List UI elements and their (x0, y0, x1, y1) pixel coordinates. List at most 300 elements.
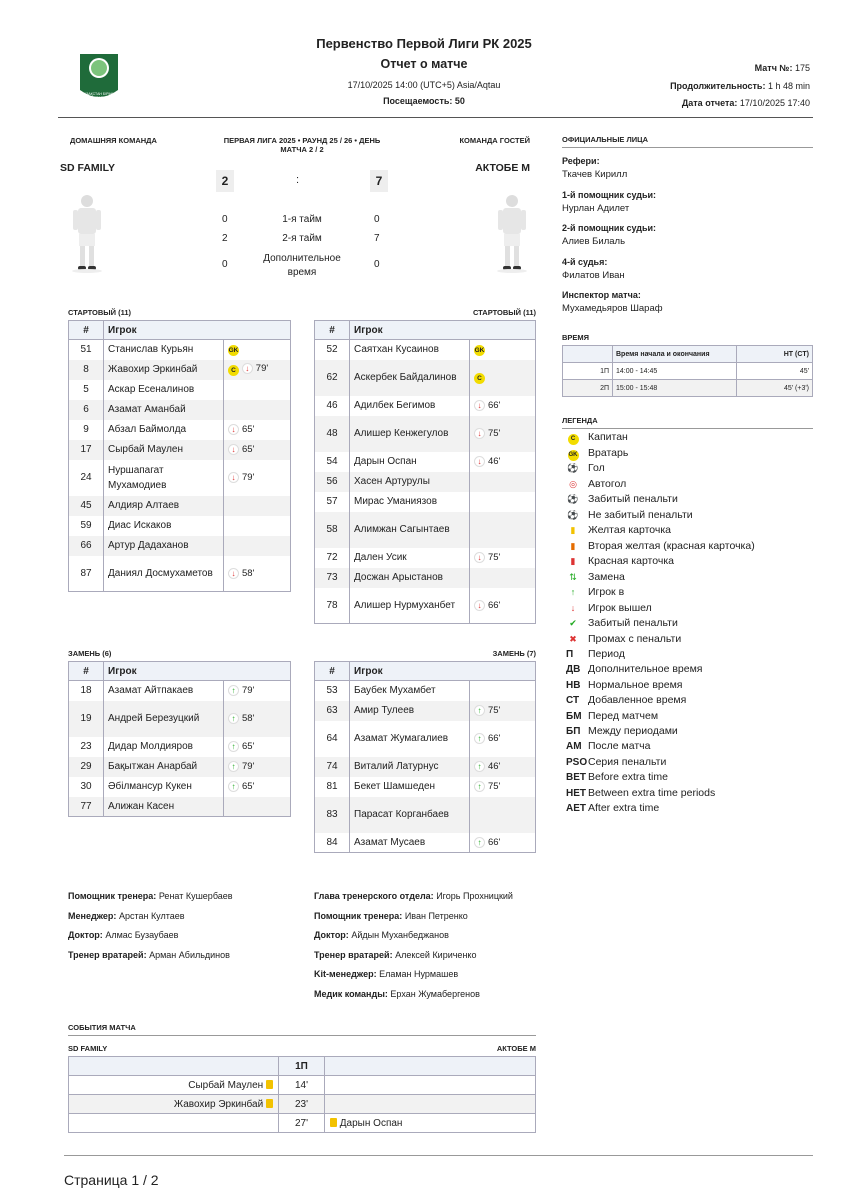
legend-title: ЛЕГЕНДА (562, 416, 598, 425)
staff-name: Иван Петренко (404, 910, 468, 921)
staff-name: Алмас Бузаубаев (105, 930, 179, 940)
player-name: Алишер Нурмуханбет (350, 588, 470, 624)
event-home-player: Сырбай Маулен (188, 1079, 264, 1091)
player-number: 9 (69, 420, 104, 440)
player-name: Амир Тулеев (350, 701, 470, 721)
events-title: СОБЫТИЯ МАТЧА (68, 1023, 136, 1032)
player-events (224, 380, 291, 400)
player-name: Хасен Артурулы (350, 472, 470, 492)
official-role: Инспектор матча: (562, 290, 641, 300)
legend-icon-wrap (566, 508, 580, 523)
sub-in-minute: 65' (242, 740, 255, 752)
player-number: 84 (315, 833, 350, 853)
player-number: 58 (315, 512, 350, 548)
player-events (224, 681, 291, 701)
player-in-icon: ↑ (474, 761, 485, 772)
player-in-icon: ↑ (474, 781, 485, 792)
legend-abbr: BET (566, 772, 586, 784)
player-events (470, 777, 536, 797)
official-name: Ткачев Кирилл (562, 169, 628, 180)
match-datetime: 17/10/2025 14:00 (UTC+5) Asia/Aqtau (347, 80, 501, 90)
player-events (470, 360, 536, 396)
player-row (315, 340, 536, 360)
legend-abbr: НВ (566, 679, 581, 691)
player-events (224, 536, 291, 556)
sub-in-minute: 46' (488, 760, 501, 772)
away-team-label: КОМАНДА ГОСТЕЙ (459, 136, 530, 145)
legend-item (566, 570, 625, 585)
staff-role: Тренер вратарей: (314, 949, 393, 960)
legend-icon-wrap (566, 570, 580, 585)
away-subs-label: ЗАМЕНЬ (7) (492, 649, 536, 658)
time-ht: 45' (+3') (737, 380, 813, 397)
sub-in-minute: 75' (488, 704, 501, 716)
sub-out-minute: 66' (488, 399, 501, 411)
legend-abbr-item (566, 662, 703, 677)
legend-item (566, 430, 628, 445)
player-row (69, 556, 291, 592)
staff-name: Алексей Кириченко (395, 949, 477, 960)
home-subs-table (68, 661, 291, 817)
legend-label: Не забитый пенальти (588, 508, 693, 521)
legend-label: Гол (588, 462, 605, 474)
player-number: 83 (315, 797, 350, 833)
player-events (470, 340, 536, 360)
player-number: 54 (315, 452, 350, 472)
player-name: Мирас Уманиязов (350, 492, 470, 512)
legend-icon-wrap (566, 461, 580, 476)
match-number-value: 175 (794, 63, 810, 73)
event-home-cell (69, 1095, 279, 1114)
cross-icon: ✖ (569, 633, 577, 644)
officials-list (562, 156, 663, 324)
report-subtitle: Отчет о матче (380, 57, 468, 71)
logo-text: ҚАЗАҚСТАН БІРІНШІ ЛИГАСЫ (81, 92, 117, 100)
missed-penalty-icon: ⚽ (567, 509, 579, 520)
check-icon: ✔ (569, 618, 577, 628)
player-events (224, 420, 291, 440)
report-date-value: 17/10/2025 17:40 (739, 98, 810, 108)
legend-abbr-label: Серия пенальти (588, 755, 667, 768)
staff-row (68, 950, 233, 970)
player-events (470, 568, 536, 588)
attendance-value: 50 (454, 96, 465, 106)
sub-out-minute: 66' (488, 599, 501, 611)
player-row (69, 797, 291, 817)
staff-row (68, 891, 233, 911)
official-item (562, 257, 663, 291)
player-number: 6 (69, 400, 104, 420)
staff-name: Арстан Култаев (118, 910, 185, 921)
player-out-icon: ↓ (228, 444, 239, 455)
player-name: Бақытжан Анарбай (104, 757, 224, 777)
legend-label: Желтая карточка (588, 524, 672, 536)
time-range: 14:00 - 14:45 (613, 363, 737, 380)
player-events (470, 588, 536, 624)
legend-label: Замена (588, 570, 625, 583)
sub-in-minute: 58' (242, 712, 255, 724)
player-row (315, 452, 536, 472)
player-number: 87 (69, 556, 104, 592)
home-team-name: SD FAMILY (60, 162, 116, 174)
official-name: Нурлан Адилет (562, 202, 630, 214)
staff-name: Ренат Кушербаев (158, 891, 233, 901)
staff-row (314, 930, 513, 950)
player-events (470, 396, 536, 416)
legend-abbr: БМ (566, 710, 582, 722)
event-away-player: Дарын Оспан (339, 1117, 403, 1129)
player-events (224, 360, 291, 380)
captain-icon: C (474, 373, 485, 384)
event-away-cell (325, 1095, 536, 1114)
events-home-header (69, 1057, 279, 1076)
legend-item (566, 601, 652, 616)
staff-role: Помощник тренера: (68, 891, 157, 901)
player-events (224, 737, 291, 757)
staff-row (68, 930, 233, 950)
player-in-icon: ↑ (474, 705, 485, 716)
player-in-icon: ↑ (228, 781, 239, 792)
legend-icon-wrap (566, 523, 580, 538)
legend-abbr-item (566, 724, 678, 739)
legend-abbr: ДВ (566, 664, 581, 676)
legend-abbr-label: Between extra time periods (588, 786, 716, 799)
attendance-label: Посещаемость: (383, 96, 453, 106)
period-home-score: 0 (222, 259, 228, 270)
legend-item (566, 508, 693, 523)
player-row (315, 757, 536, 777)
player-out-icon: ↓ (228, 568, 239, 579)
staff-row (314, 911, 513, 931)
away-staff (314, 891, 513, 1008)
player-row (315, 777, 536, 797)
staff-role: Тренер вратарей: (68, 949, 147, 960)
col-player-header: Игрок (104, 662, 291, 681)
player-row (69, 536, 291, 556)
legend-item (566, 477, 626, 492)
player-events (470, 701, 536, 721)
time-title: ВРЕМЯ (562, 333, 590, 342)
player-out-icon: ↓ (228, 472, 239, 483)
legend-abbr-item (566, 755, 666, 770)
player-name: Дидар Молдияров (104, 737, 224, 757)
player-row (315, 416, 536, 452)
sub-in-minute: 79' (242, 685, 255, 697)
event-away-cell (325, 1114, 536, 1133)
legend-label: Капитан (588, 431, 628, 443)
home-staff (68, 891, 233, 969)
player-events (224, 460, 291, 496)
legend-label: Игрок вышел (588, 601, 652, 614)
player-number: 23 (69, 737, 104, 757)
player-out-icon: ↓ (474, 400, 485, 411)
legend-abbr: HET (566, 787, 586, 799)
player-row (69, 340, 291, 360)
player-events (470, 721, 536, 757)
player-number: 30 (69, 777, 104, 797)
player-in-icon: ↑ (228, 741, 239, 752)
player-row (315, 721, 536, 757)
player-number: 56 (315, 472, 350, 492)
legend-icon-wrap (566, 616, 580, 631)
player-in-icon: ↑ (228, 713, 239, 724)
legend-icon-wrap (566, 539, 580, 554)
player-number: 74 (315, 757, 350, 777)
legend-abbr: СТ (566, 695, 580, 707)
staff-role: Доктор: (68, 930, 103, 940)
player-name: Нуршапагат Мухамодиев (104, 460, 224, 496)
time-col-range: Время начала и окончания (613, 346, 737, 363)
player-name: Алимжан Сагынтаев (350, 512, 470, 548)
player-events (470, 833, 536, 853)
player-row (69, 460, 291, 496)
staff-row (314, 950, 513, 970)
legend-abbr: П (566, 649, 574, 660)
header-divider (58, 117, 813, 118)
staff-row (314, 969, 513, 989)
legend-label: Вторая желтая (красная карточка) (588, 539, 755, 552)
player-events (224, 516, 291, 536)
player-name: Парасат Корганбаев (350, 797, 470, 833)
home-starting-table (68, 320, 291, 592)
period-home-score: 2 (222, 233, 228, 244)
time-period: 1П (563, 363, 613, 380)
player-row (69, 400, 291, 420)
player-out-icon: ↓ (474, 600, 485, 611)
player-name: Артур Дадаханов (104, 536, 224, 556)
event-row (69, 1076, 536, 1095)
legend-item (566, 446, 628, 461)
player-row (69, 380, 291, 400)
time-table (562, 345, 813, 397)
player-events (224, 556, 291, 592)
official-item (562, 223, 663, 257)
legend-abbr-item (566, 770, 668, 785)
own-goal-icon: ◎ (569, 478, 577, 489)
goalkeeper-icon: GK (228, 346, 239, 354)
player-row (315, 588, 536, 624)
legend-item (566, 554, 674, 569)
away-kit-icon (495, 192, 529, 274)
goalkeeper-icon: GK (474, 346, 485, 354)
home-starting-label: СТАРТОВЫЙ (11) (68, 308, 132, 317)
duration-label: Продолжительность: (670, 81, 766, 91)
events-away-header (325, 1057, 536, 1076)
player-out-icon: ↓ (242, 363, 253, 374)
legend-abbr: БП (566, 726, 581, 737)
player-row (315, 568, 536, 588)
period-label: Дополнительное время (263, 253, 341, 278)
player-row (69, 681, 291, 701)
yellow-card-icon: ▮ (570, 525, 576, 535)
player-number: 64 (315, 721, 350, 757)
legend-icon-wrap (566, 601, 580, 616)
player-row (315, 548, 536, 568)
legend-label: Промах с пенальти (588, 632, 682, 645)
legend-item (566, 492, 678, 507)
player-number: 59 (69, 516, 104, 536)
staff-name: Еламан Нурмашев (379, 969, 459, 979)
legend-abbr: AET (566, 803, 586, 814)
legend-label: Автогол (588, 477, 627, 490)
player-number: 5 (69, 380, 104, 400)
legend-abbr-label: После матча (588, 740, 651, 753)
player-row (315, 492, 536, 512)
player-row (315, 681, 536, 701)
player-row (69, 777, 291, 797)
home-team-label: ДОМАШНЯЯ КОМАНДА (70, 136, 157, 145)
col-num-header: # (69, 321, 104, 340)
player-row (315, 797, 536, 833)
player-name: Даниял Досмухаметов (104, 556, 224, 592)
legend-divider (562, 428, 813, 429)
legend-icon-wrap (566, 477, 580, 492)
player-row (315, 701, 536, 721)
event-minute: 23' (279, 1095, 325, 1114)
staff-role: Глава тренерского отдела: (314, 891, 434, 901)
sub-out-minute: 75' (488, 427, 501, 439)
time-range: 15:00 - 15:48 (613, 380, 737, 397)
player-events (470, 416, 536, 452)
player-name: Адилбек Бегимов (350, 396, 470, 416)
substitution-icon: ⇅ (569, 571, 577, 582)
player-events (470, 472, 536, 492)
legend-item (566, 461, 605, 476)
legend-item (566, 616, 678, 631)
player-name: Азамат Мусаев (350, 833, 470, 853)
sub-in-minute: 79' (242, 760, 255, 772)
period-label: 1-я тайм (282, 214, 322, 225)
player-name: Абзал Баймолда (104, 420, 224, 440)
player-events (224, 701, 291, 737)
legend-icon-wrap (566, 492, 580, 507)
legend-item (566, 523, 671, 538)
report-date-label: Дата отчета: (681, 98, 738, 108)
player-number: 46 (315, 396, 350, 416)
report-date (682, 98, 810, 108)
staff-row (314, 989, 513, 1009)
event-minute: 27' (279, 1114, 325, 1133)
staff-name: Игорь Прохницкий (436, 891, 513, 901)
event-home-cell (69, 1114, 279, 1133)
match-number (755, 63, 810, 73)
legend-label: Игрок в (588, 586, 625, 598)
legend-abbr-label: Перед матчем (588, 709, 659, 722)
sub-out-minute: 75' (488, 551, 501, 563)
player-row (315, 833, 536, 853)
player-out-icon: ↓ (474, 456, 485, 467)
sub-in-minute: 66' (488, 836, 501, 848)
period-home-score: 0 (222, 214, 228, 225)
player-number: 77 (69, 797, 104, 817)
staff-name: Арман Абильдинов (149, 949, 230, 960)
player-name: Диас Искаков (104, 516, 224, 536)
match-number-label: Матч №: (754, 63, 793, 73)
player-events (224, 777, 291, 797)
legend-abbr-label: Нормальное время (588, 678, 683, 691)
player-name: Азамат Айтпакаев (104, 681, 224, 701)
player-events (224, 757, 291, 777)
player-row (315, 360, 536, 396)
player-name: Дален Усик (350, 548, 470, 568)
player-name: Жавохир Эркинбай (104, 360, 224, 380)
player-number: 45 (69, 496, 104, 516)
away-team-name: АКТОБЕ М (475, 162, 530, 174)
player-name: Саятхан Кусаинов (350, 340, 470, 360)
player-number: 24 (69, 460, 104, 496)
player-row (69, 701, 291, 737)
player-events (224, 340, 291, 360)
player-name: Әбілмансур Кукен (104, 777, 224, 797)
player-number: 66 (69, 536, 104, 556)
events-away-team: АКТОБЕ М (496, 1044, 536, 1053)
sub-out-minute: 65' (242, 423, 255, 435)
penalty-goal-icon: ⚽ (567, 494, 579, 504)
event-home-cell (69, 1076, 279, 1095)
duration-value: 1 h 48 min (767, 81, 810, 91)
away-score: 7 (370, 170, 388, 192)
player-number: 18 (69, 681, 104, 701)
legend-abbr-item (566, 739, 650, 754)
player-name: Андрей Березуцкий (104, 701, 224, 737)
captain-icon: C (228, 365, 239, 376)
official-item (562, 290, 663, 324)
player-name: Азамат Жумагалиев (350, 721, 470, 757)
player-number: 17 (69, 440, 104, 460)
player-events (470, 548, 536, 568)
staff-name: Айдын Муханбеджанов (351, 930, 449, 940)
col-player-header: Игрок (104, 321, 291, 340)
legend-icon-wrap (566, 554, 580, 569)
second-yellow-icon: ▮ (570, 540, 576, 551)
staff-name: Ерхан Жумабергенов (390, 988, 480, 999)
yellow-card-icon (266, 1080, 273, 1089)
player-row (315, 472, 536, 492)
player-row (69, 737, 291, 757)
player-name: Баубек Мухамбет (350, 681, 470, 701)
col-player-header: Игрок (350, 321, 536, 340)
player-name: Алдияр Алтаев (104, 496, 224, 516)
page-number: Страница 1 / 2 (64, 1172, 159, 1188)
official-role: 1-й помощник судьи: (562, 189, 657, 200)
legend-icon-wrap (566, 446, 580, 461)
official-name: Алиев Билаль (562, 236, 626, 247)
legend-abbr-item (566, 647, 625, 662)
player-in-icon: ↑ (570, 587, 576, 597)
time-col-period (563, 346, 613, 363)
officials-divider (562, 147, 813, 148)
period-away-score: 7 (374, 233, 380, 244)
player-events (224, 440, 291, 460)
player-number: 73 (315, 568, 350, 588)
player-events (224, 400, 291, 420)
player-name: Сырбай Маулен (104, 440, 224, 460)
player-events (470, 492, 536, 512)
legend-abbr: PSO (566, 756, 588, 768)
official-role: Рефери: (562, 156, 600, 166)
time-period: 2П (563, 380, 613, 397)
events-divider (68, 1035, 536, 1036)
legend-label: Вратарь (588, 446, 629, 459)
official-item (562, 156, 663, 190)
staff-role: Доктор: (314, 930, 349, 940)
staff-role: Менеджер: (68, 910, 117, 921)
player-events (470, 797, 536, 833)
player-in-icon: ↑ (228, 761, 239, 772)
event-minute: 14' (279, 1076, 325, 1095)
player-in-icon: ↑ (474, 837, 485, 848)
player-out-icon: ↓ (474, 552, 485, 563)
